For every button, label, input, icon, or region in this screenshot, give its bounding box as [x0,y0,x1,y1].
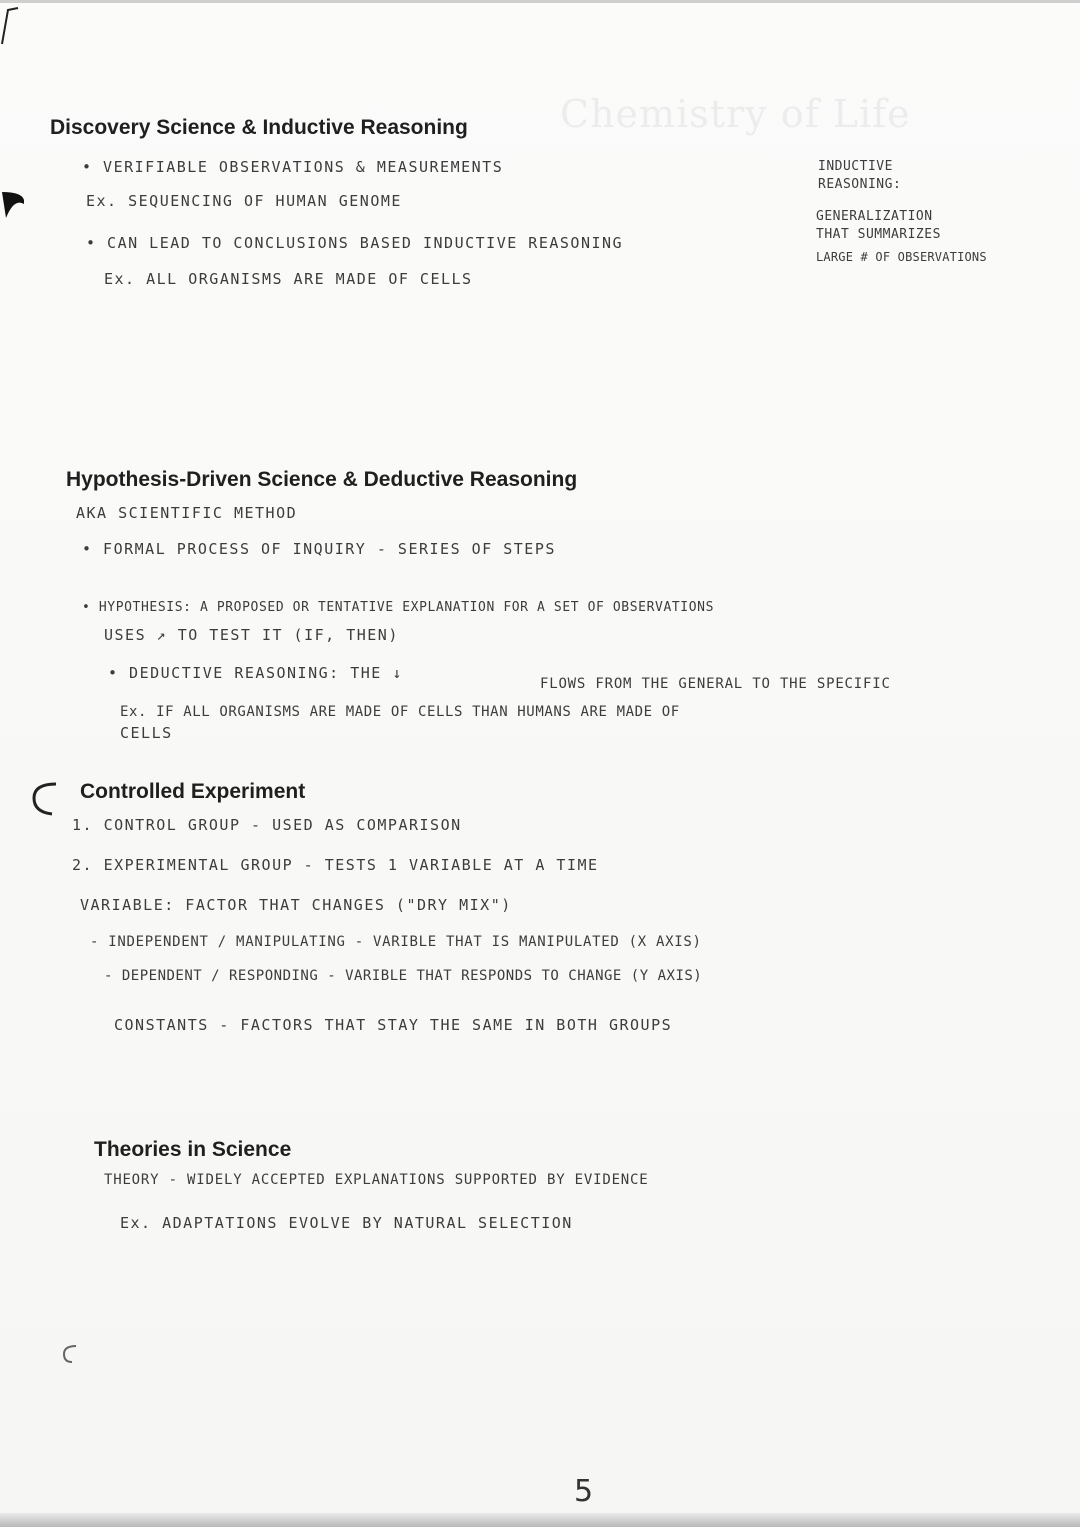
page-top-edge [0,0,1080,3]
discovery-line-1: • VERIFIABLE OBSERVATIONS & MEASUREMENTS [82,158,504,176]
hypothesis-line-8: CELLS [120,724,173,742]
controlled-line-4: - INDEPENDENT / MANIPULATING - VARIBLE THAT IS MANIPULATED (X AXIS) [90,934,702,950]
discovery-heading: Discovery Science & Inductive Reasoning [50,116,468,139]
background-bleed-title: Chemistry of Life [560,92,911,136]
controlled-line-6: CONSTANTS - FACTORS THAT STAY THE SAME IN BOTH GROUPS [114,1016,673,1034]
discovery-line-3: • CAN LEAD TO CONCLUSIONS BASED INDUCTIVE REASONING [86,234,624,252]
theories-line-2: Ex. ADAPTATIONS EVOLVE BY NATURAL SELECTION [120,1214,573,1232]
inductive-note-4: THAT SUMMARIZES [816,227,941,242]
theories-heading: Theories in Science [94,1138,292,1161]
binder-clip-icon [0,190,26,220]
controlled-line-5: - DEPENDENT / RESPONDING - VARIBLE THAT RESPONDS TO CHANGE (Y AXIS) [104,968,703,984]
hypothesis-line-5: • DEDUCTIVE REASONING: THE ↓ [108,664,403,682]
hypothesis-line-2: • FORMAL PROCESS OF INQUIRY - SERIES OF STEPS [82,540,556,558]
hypothesis-heading: Hypothesis-Driven Science & Deductive Reasoning [66,468,578,491]
hypothesis-line-1: AKA SCIENTIFIC METHOD [76,504,298,522]
page-bottom-edge [0,1513,1080,1527]
inductive-note-3: GENERALIZATION [816,209,933,224]
controlled-heading: Controlled Experiment [80,780,306,803]
controlled-line-2: 2. EXPERIMENTAL GROUP - TESTS 1 VARIABLE AT A TIME [72,856,599,874]
hypothesis-line-7: Ex. IF ALL ORGANISMS ARE MADE OF CELLS THAN HUMANS ARE MADE OF [120,704,680,720]
margin-curl-icon-2 [58,1342,82,1366]
controlled-line-1: 1. CONTROL GROUP - USED AS COMPARISON [72,816,462,834]
margin-curl-icon [26,778,66,818]
inductive-note-5: LARGE # OF OBSERVATIONS [816,250,987,264]
page-number: 5 [574,1474,594,1509]
inductive-note-1: INDUCTIVE [818,159,893,174]
hypothesis-line-3: • HYPOTHESIS: A PROPOSED OR TENTATIVE EXPLANATION FOR A SET OF OBSERVATIONS [82,600,714,615]
discovery-line-4: Ex. ALL ORGANISMS ARE MADE OF CELLS [104,270,473,288]
discovery-line-2: Ex. SEQUENCING OF HUMAN GENOME [86,192,402,210]
corner-mark-icon [0,6,20,46]
hypothesis-line-4: USES ↗ TO TEST IT (IF, THEN) [104,626,399,644]
inductive-note-2: REASONING: [818,177,902,192]
hypothesis-line-6: FLOWS FROM THE GENERAL TO THE SPECIFIC [540,676,891,692]
controlled-line-3: VARIABLE: FACTOR THAT CHANGES ("DRY MIX") [80,896,512,914]
theories-line-1: THEORY - WIDELY ACCEPTED EXPLANATIONS SUPPORTED BY EVIDENCE [104,1172,649,1188]
